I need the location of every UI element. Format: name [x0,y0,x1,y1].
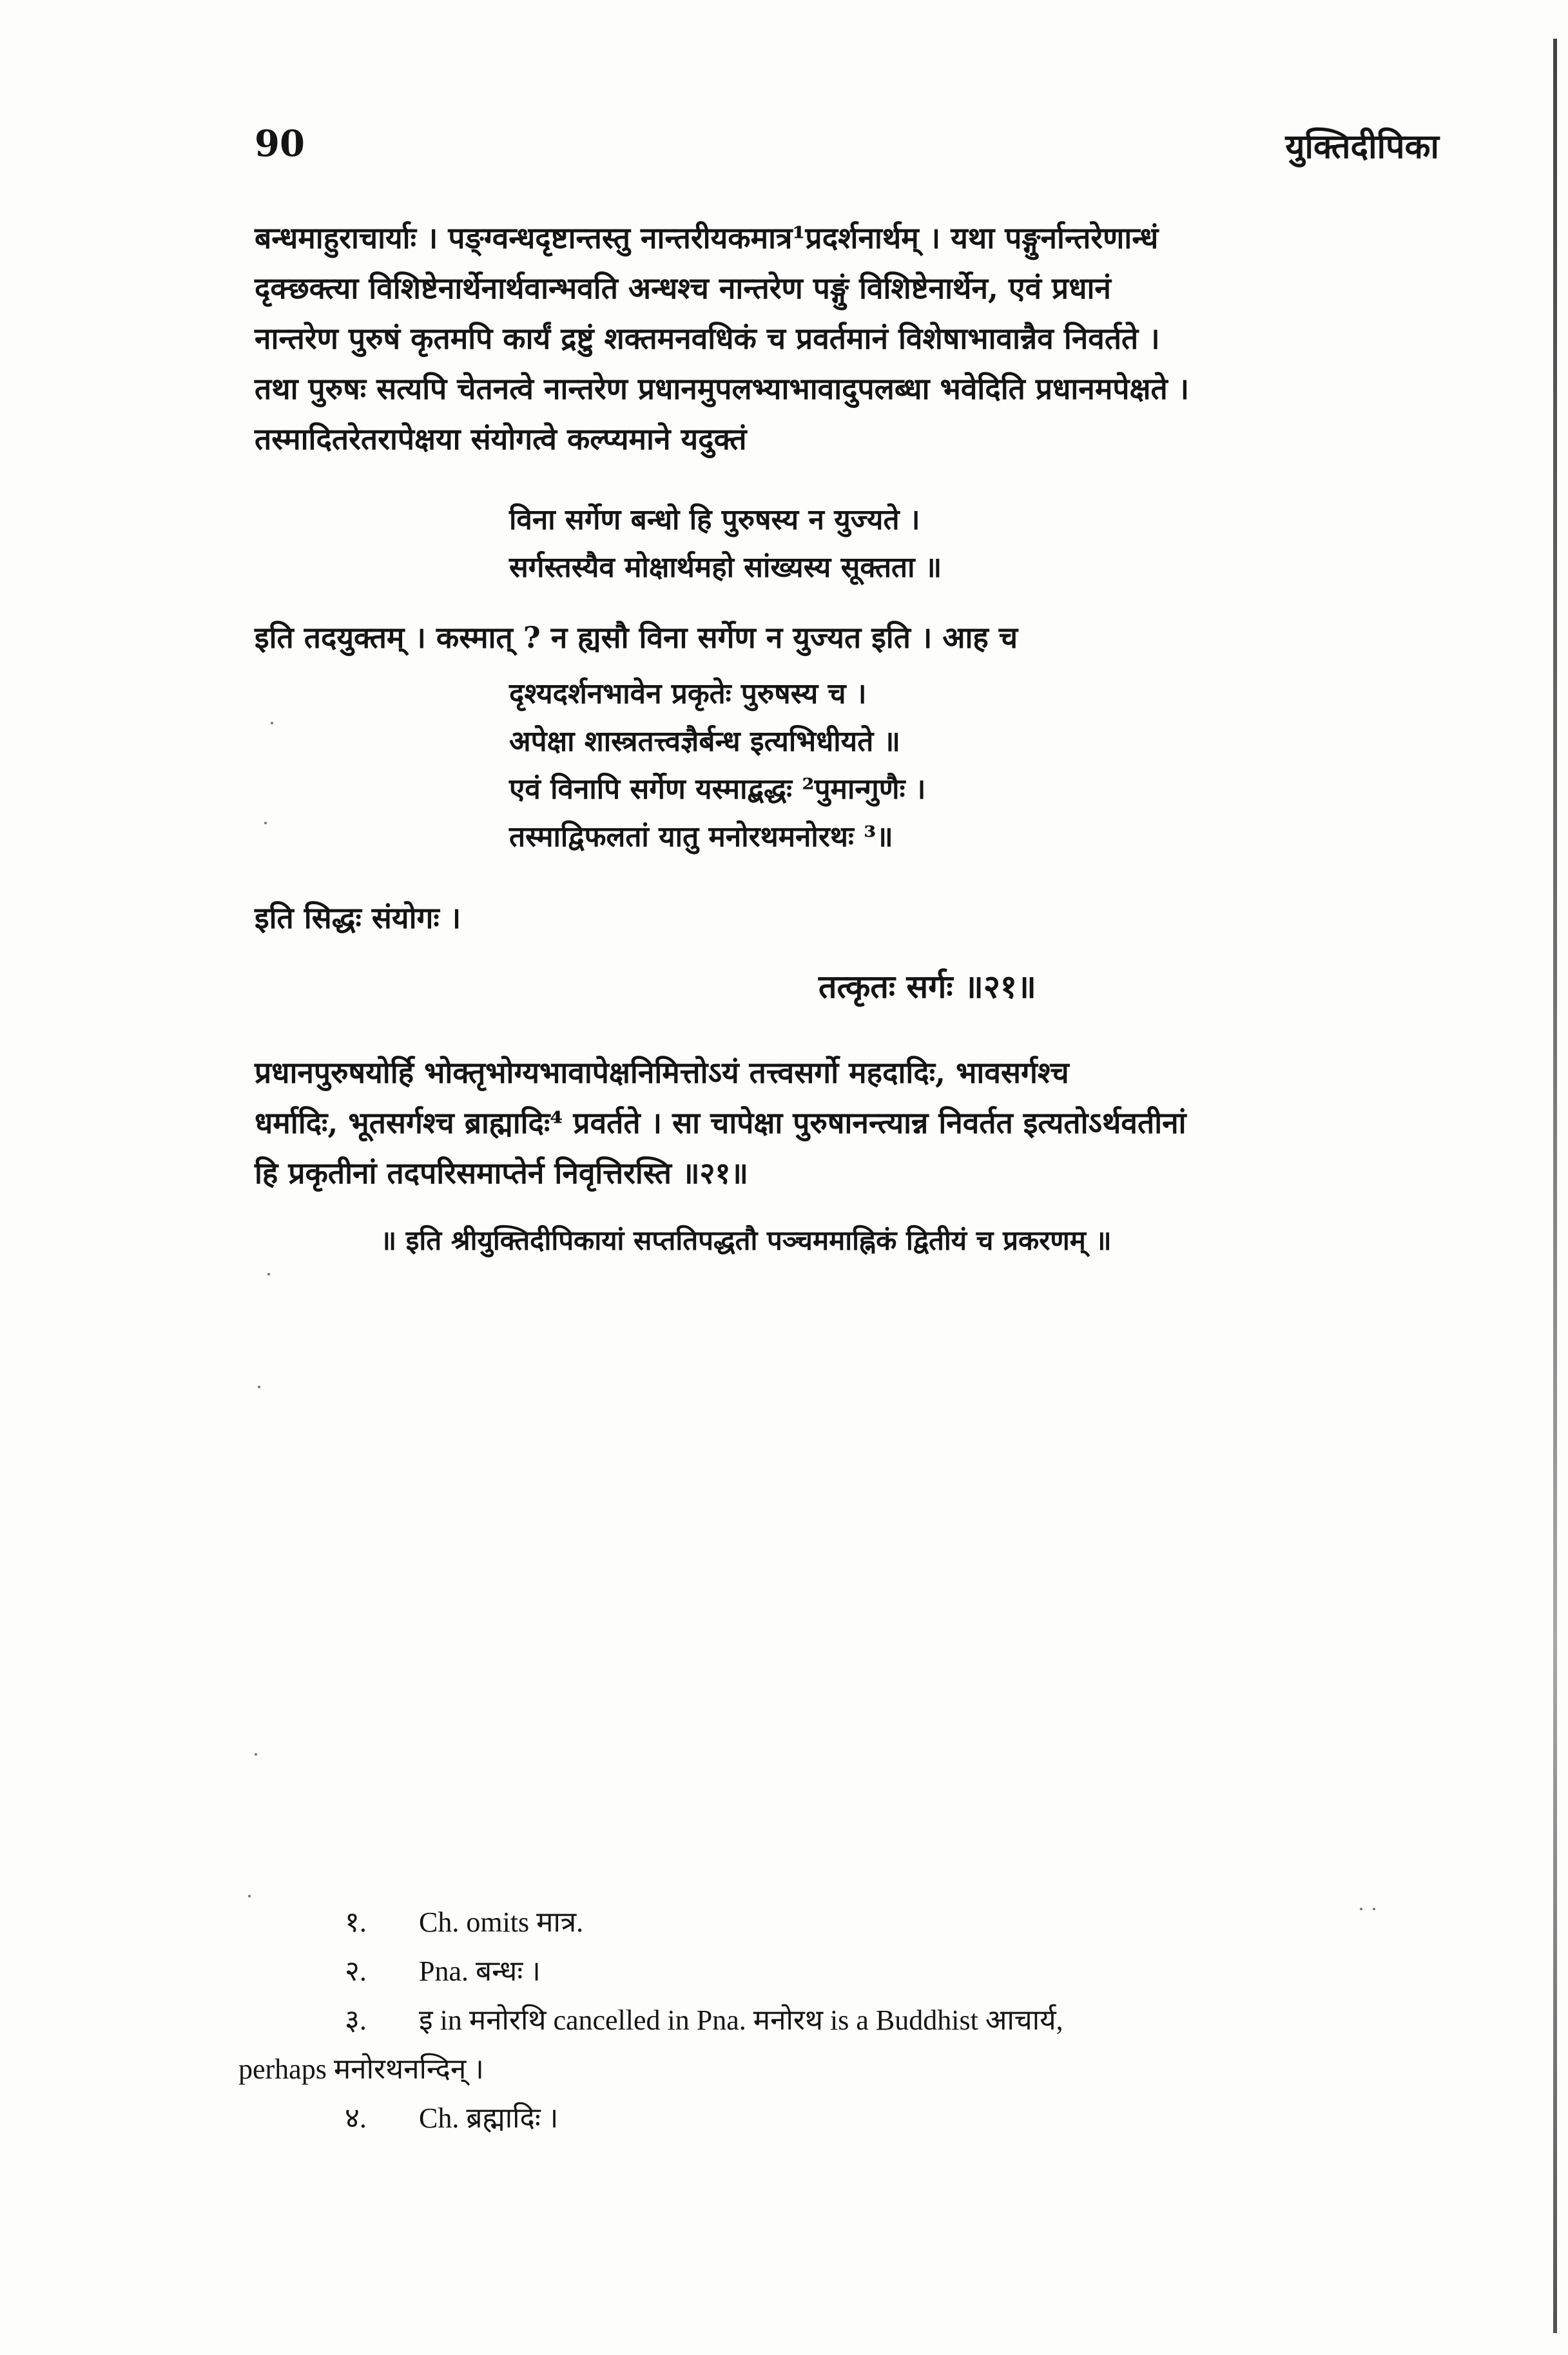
paragraph-1 [255,213,1428,464]
running-title: युक्तिदीपिका [1285,127,1439,166]
verse-2-line: दृश्यदर्शनभावेन प्रकृतेः पुरुषस्य च । [509,677,867,710]
verse-2-line: एवं विनापि सर्गेण यस्माद्बद्धः ²पुमान्गुणैः । [509,773,926,806]
verse-2 [509,670,925,861]
footnote-text: Ch. ब्रह्मादिः । [419,2102,559,2134]
footnote-number: ३. [345,2004,367,2036]
paragraph-4-line: हि प्रकृतीनां तदपरिसमाप्तेर्न निवृत्तिरस्ति ॥२१॥ [255,1156,748,1190]
paper-speck [264,822,267,824]
karika-verse: तत्कृतः सर्गः ॥२१॥ [818,967,1036,1005]
page-edge-shadow [1553,39,1557,2333]
paragraph-4 [255,1047,1428,1198]
paragraph-4-line: प्रधानपुरुषयोर्हि भोक्तृभोग्यभावापेक्षनिमित्तोऽयं तत्त्वसर्गो महदादिः, भावसर्गश्च [255,1055,1069,1090]
footnote-continuation [238,2045,1431,2094]
footnote-text: इ in मनोरथि cancelled in Pna. मनोरथ is a Buddhist आचार्य, [419,2004,1063,2036]
footnotes [238,1898,1431,2143]
footnote-text: perhaps मनोरथनन्दिन् । [238,2053,484,2085]
page-number: 90 [255,122,305,165]
paper-speck [258,1386,260,1388]
footnote-number: २. [345,1955,367,1987]
paragraph-4-line: धर्मादिः, भूतसर्गश्च ब्राह्मादिः⁴ प्रवर्तते । सा चापेक्षा पुरुषानन्त्यान्न निवर्तत इत्यतोऽर्थवतीनां [255,1105,1186,1140]
page-header [255,122,1439,180]
paragraph-1-line: बन्धमाहुराचार्याः । पङ्ग्वन्धदृष्टान्तस्तु नान्तरीयकमात्र¹प्रदर्शनार्थम् । यथा पङ्गुर्नान्तरेणान्धं [255,220,1159,255]
verse-1-line: सर्गस्तस्यैव मोक्षार्थमहो सांख्यस्य सूक्तता ॥ [509,551,942,584]
paper-speck [267,1273,270,1275]
footnote [238,2094,1431,2143]
verse-1-line: विना सर्गेण बन्धो हि पुरुषस्य न युज्यते । [509,503,920,536]
paper-speck [1373,1908,1375,1910]
paragraph-3: इति सिद्धः संयोगः । [255,900,461,935]
paragraph-1-line: तस्मादितरेतरापेक्षया संयोगत्वे कल्प्यमाने यदुक्तं [255,422,747,456]
verse-2-line: अपेक्षा शास्त्रतत्त्वज्ञैर्बन्ध इत्यभिधीयते ॥ [509,725,900,758]
paragraph-1-line: नान्तरेण पुरुषं कृतमपि कार्यं द्रष्टुं शक्तमनवधिकं च प्रवर्तमानं विशेषाभावान्नैव निवर्तते । [255,321,1160,356]
verse-1 [509,496,942,592]
paragraph-2: इति तदयुक्तम् । कस्मात् ? न ह्यसौ विना सर्गेण न युज्यत इति । आह च [255,620,1018,655]
paragraph-1-line: तथा पुरुषः सत्यपि चेतनत्वे नान्तरेण प्रधानमुपलभ्याभावादुपलब्धा भवेदिति प्रधानमपेक्षते । [255,371,1190,406]
footnote-text: Ch. omits मात्र. [419,1906,584,1938]
footnote-number: ४. [345,2102,367,2134]
paragraph-1-line: दृक्छक्त्या विशिष्टेनार्थेनार्थवान्भवति अन्धश्च नान्तरेण पङ्गुं विशिष्टेनार्थेन, एवं प्रधानं [255,271,1111,305]
verse-2-line: तस्माद्विफलतां यातु मनोरथमनोरथः ³॥ [509,820,893,853]
paper-speck [248,1895,251,1897]
paper-speck [255,1753,257,1756]
footnote [238,1996,1431,2045]
colophon: ॥ इति श्रीयुक्तिदीपिकायां सप्ततिपद्धतौ पञ्चममाह्निकं द्वितीयं च प्रकरणम् ॥ [380,1225,1112,1256]
paper-speck [271,722,273,724]
paper-speck [1360,1908,1362,1910]
footnote [238,1947,1431,1996]
footnote [238,1898,1431,1947]
footnote-text: Pna. बन्धः । [419,1955,541,1987]
footnote-number: १. [345,1906,367,1938]
